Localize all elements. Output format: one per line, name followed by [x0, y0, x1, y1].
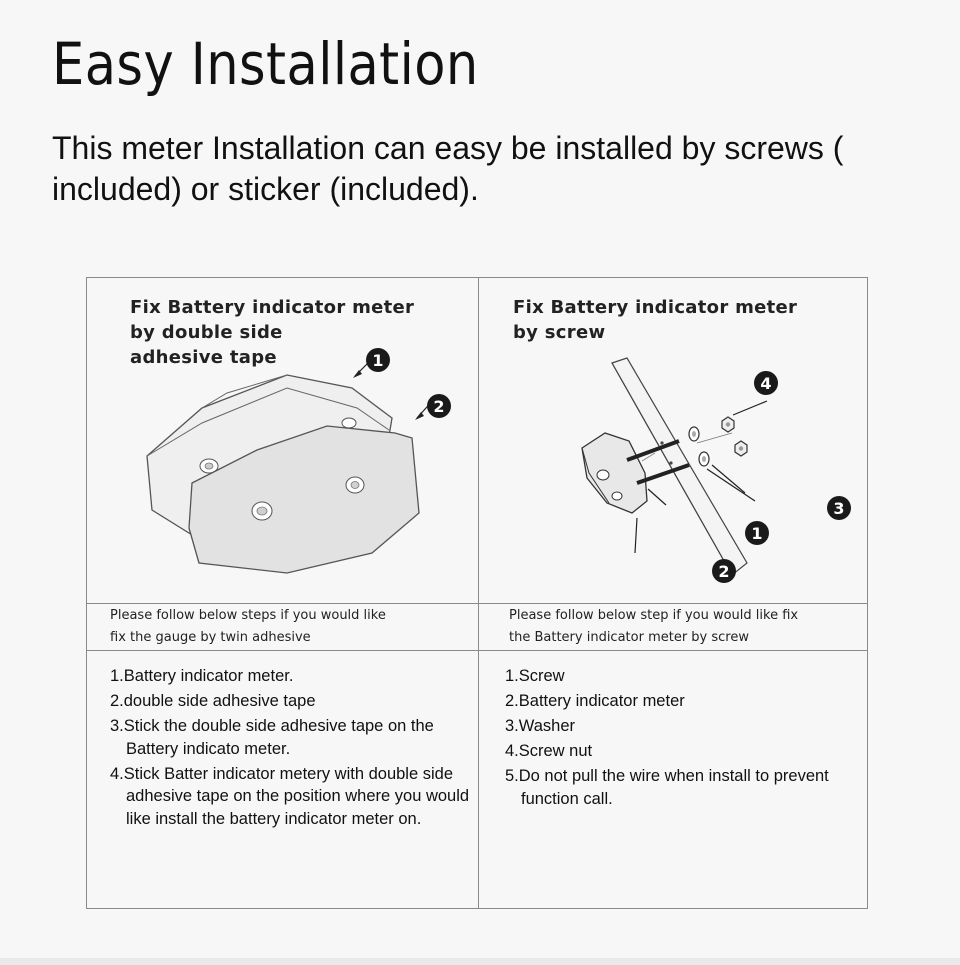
screw-method-heading: Fix Battery indicator meter by screw [513, 297, 798, 343]
page-title: Easy Installation [52, 30, 479, 98]
installation-panel [86, 277, 868, 909]
page-bottom-band [0, 958, 960, 965]
screw-steps-list [505, 665, 840, 813]
row-divider-top [87, 603, 867, 604]
adhesive-step-3: 3.Stick the double side adhesive tape on the Battery indicato meter. [110, 717, 434, 758]
adhesive-step-2: 2.double side adhesive tape [110, 692, 316, 710]
screw-step-2: 2.Battery indicator meter [505, 692, 685, 710]
adhesive-note-line2: fix the gauge by twin adhesive [110, 630, 311, 645]
screw-note [509, 605, 859, 649]
screw-step-3: 3.Washer [505, 717, 575, 735]
adhesive-step-4: 4.Stick Batter indicator metery with double side adhesive tape on the position where you would like install the battery indicator meter on. [110, 764, 470, 828]
adhesive-steps-list [110, 665, 472, 833]
adhesive-tape-illustration [127, 338, 457, 578]
screw-step-5: 5.Do not pull the wire when install to prevent function call. [505, 767, 829, 808]
callout-1-label: 1 [751, 524, 763, 543]
adhesive-note-line1: Please follow below steps if you would like [110, 608, 386, 623]
screw-note-line2: the Battery indicator meter by screw [509, 630, 749, 645]
callout-3-label: 3 [833, 499, 845, 518]
screw-note-line1: Please follow below step if you would like fix [509, 608, 799, 623]
screw-step-4: 4.Screw nut [505, 742, 593, 760]
column-divider [478, 278, 479, 908]
adhesive-note [110, 605, 440, 649]
row-divider-bottom [87, 650, 867, 651]
callout-4-label: 4 [760, 374, 772, 393]
callout-2-label: 2 [718, 562, 730, 581]
adhesive-step-1: 1.Battery indicator meter. [110, 667, 294, 685]
callout-1-label: 1 [372, 351, 384, 370]
page-subtitle: This meter Installation can easy be installed by screws ( included) or sticker (included). [52, 130, 844, 207]
screw-step-1: 1.Screw [505, 667, 565, 685]
screw-mount-illustration [567, 353, 857, 593]
callout-2-label: 2 [433, 397, 445, 416]
adhesive-method-heading: Fix Battery indicator meter by double side adhesive tape [130, 297, 415, 368]
